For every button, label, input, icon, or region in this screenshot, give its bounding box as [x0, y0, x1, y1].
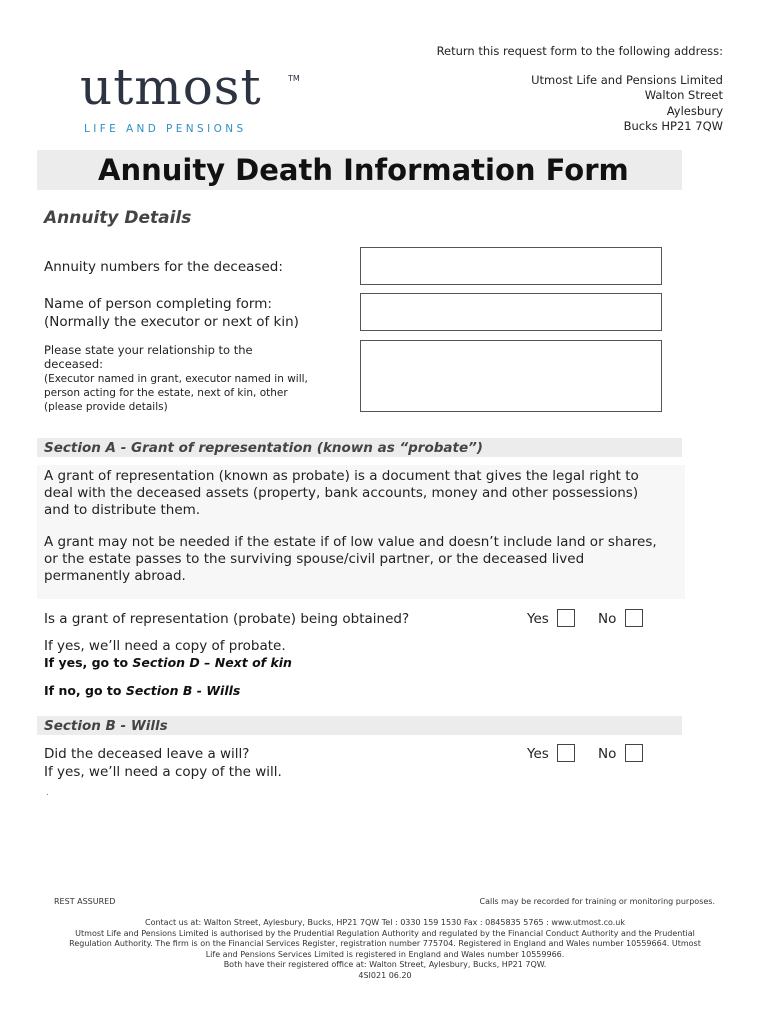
- routing-target: Section B - Wills: [125, 683, 241, 698]
- probate-explanation-line: deal with the deceased assets (property, bank accounts, money and other possessions): [44, 485, 639, 501]
- section-a-title: Section A - Grant of representation (known as “probate”): [44, 440, 483, 456]
- routing-prefix: If yes, go to: [44, 655, 133, 670]
- return-instruction: Return this request form to the following address:: [436, 44, 723, 58]
- form-title: Annuity Death Information Form: [98, 153, 629, 187]
- will-yes-checkbox[interactable]: [557, 744, 575, 762]
- relationship-field[interactable]: [360, 340, 662, 412]
- will-copy-note: If yes, we’ll need a copy of the will.: [44, 764, 282, 780]
- section-b-title: Section B - Wills: [44, 718, 168, 734]
- probate-exemption-line: A grant may not be needed if the estate if of low value and doesn’t include land or shares,: [44, 534, 657, 550]
- will-yes-label: Yes: [527, 746, 549, 762]
- address-line: Walton Street: [644, 88, 723, 102]
- rest-assured-label: REST ASSURED: [54, 897, 116, 906]
- routing-prefix: If no, go to: [44, 683, 126, 698]
- address-line: Utmost Life and Pensions Limited: [531, 72, 723, 87]
- probate-no-label: No: [598, 611, 617, 627]
- probate-exemption-line: permanently abroad.: [44, 568, 186, 584]
- completer-name-field[interactable]: [360, 293, 662, 331]
- footer-legal: [40, 918, 730, 981]
- footer-legal-line: Regulation Authority. The firm is on the Financial Services Register, registration number 775704. Registered in England and Wales number 10559664. Utmost: [69, 939, 701, 948]
- probate-yes-routing: [44, 655, 292, 670]
- relationship-hint: (Executor named in grant, executor named in will,: [44, 373, 308, 385]
- probate-no-checkbox[interactable]: [625, 609, 643, 627]
- probate-no-routing: [44, 683, 240, 698]
- relationship-label: Please state your relationship to the: [44, 343, 253, 357]
- footer-legal-line: Life and Pensions Services Limited is registered in England and Wales number 10559966.: [205, 949, 565, 959]
- completer-name-label: Name of person completing form:: [44, 296, 272, 312]
- address-line: Bucks HP21 7QW: [623, 119, 723, 133]
- probate-copy-note: If yes, we’ll need a copy of probate.: [44, 638, 286, 654]
- stray-mark: .: [46, 788, 49, 798]
- routing-target: Section D – Next of kin: [132, 655, 292, 670]
- annuity-numbers-field[interactable]: [360, 247, 662, 285]
- probate-yes-checkbox[interactable]: [557, 609, 575, 627]
- form-reference: 4SI021 06.20: [358, 970, 412, 980]
- completer-name-hint: (Normally the executor or next of kin): [44, 314, 299, 330]
- probate-explanation-line: and to distribute them.: [44, 502, 201, 518]
- probate-question: Is a grant of representation (probate) being obtained?: [44, 611, 410, 627]
- logo-subtitle: LIFE AND PENSIONS: [84, 123, 247, 135]
- footer-legal-line: Both have their registered office at: Walton Street, Aylesbury, Bucks, HP21 7QW.: [223, 960, 547, 969]
- relationship-hint: (please provide details): [44, 401, 168, 413]
- calls-recorded-note: Calls may be recorded for training or monitoring purposes.: [479, 897, 715, 906]
- relationship-label-cont: deceased:: [44, 357, 104, 371]
- utmost-logo: utmost: [80, 58, 262, 116]
- will-question: Did the deceased leave a will?: [44, 746, 250, 762]
- will-no-checkbox[interactable]: [625, 744, 643, 762]
- probate-explanation-line: A grant of representation (known as probate) is a document that gives the legal right to: [44, 468, 639, 484]
- annuity-numbers-label: Annuity numbers for the deceased:: [44, 259, 283, 275]
- will-no-label: No: [598, 746, 617, 762]
- probate-yes-label: Yes: [527, 611, 549, 627]
- address-line: Aylesbury: [666, 103, 723, 118]
- relationship-hint: person acting for the estate, next of kin, other: [44, 387, 288, 399]
- footer-legal-line: Utmost Life and Pensions Limited is authorised by the Prudential Regulation Authority and regulated by the Financial Conduct Authority and the Prudential: [75, 928, 695, 938]
- probate-exemption-line: or the estate passes to the surviving spouse/civil partner, or the deceased lived: [44, 551, 585, 567]
- logo-trademark: TM: [288, 74, 300, 83]
- return-address-block: [437, 44, 723, 135]
- footer-contact: Contact us at: Walton Street, Aylesbury, Bucks, HP21 7QW Tel : 0330 159 1530 Fax : 0845835 5765 : www.utmost.co.uk: [144, 918, 625, 927]
- annuity-details-heading: Annuity Details: [44, 208, 192, 228]
